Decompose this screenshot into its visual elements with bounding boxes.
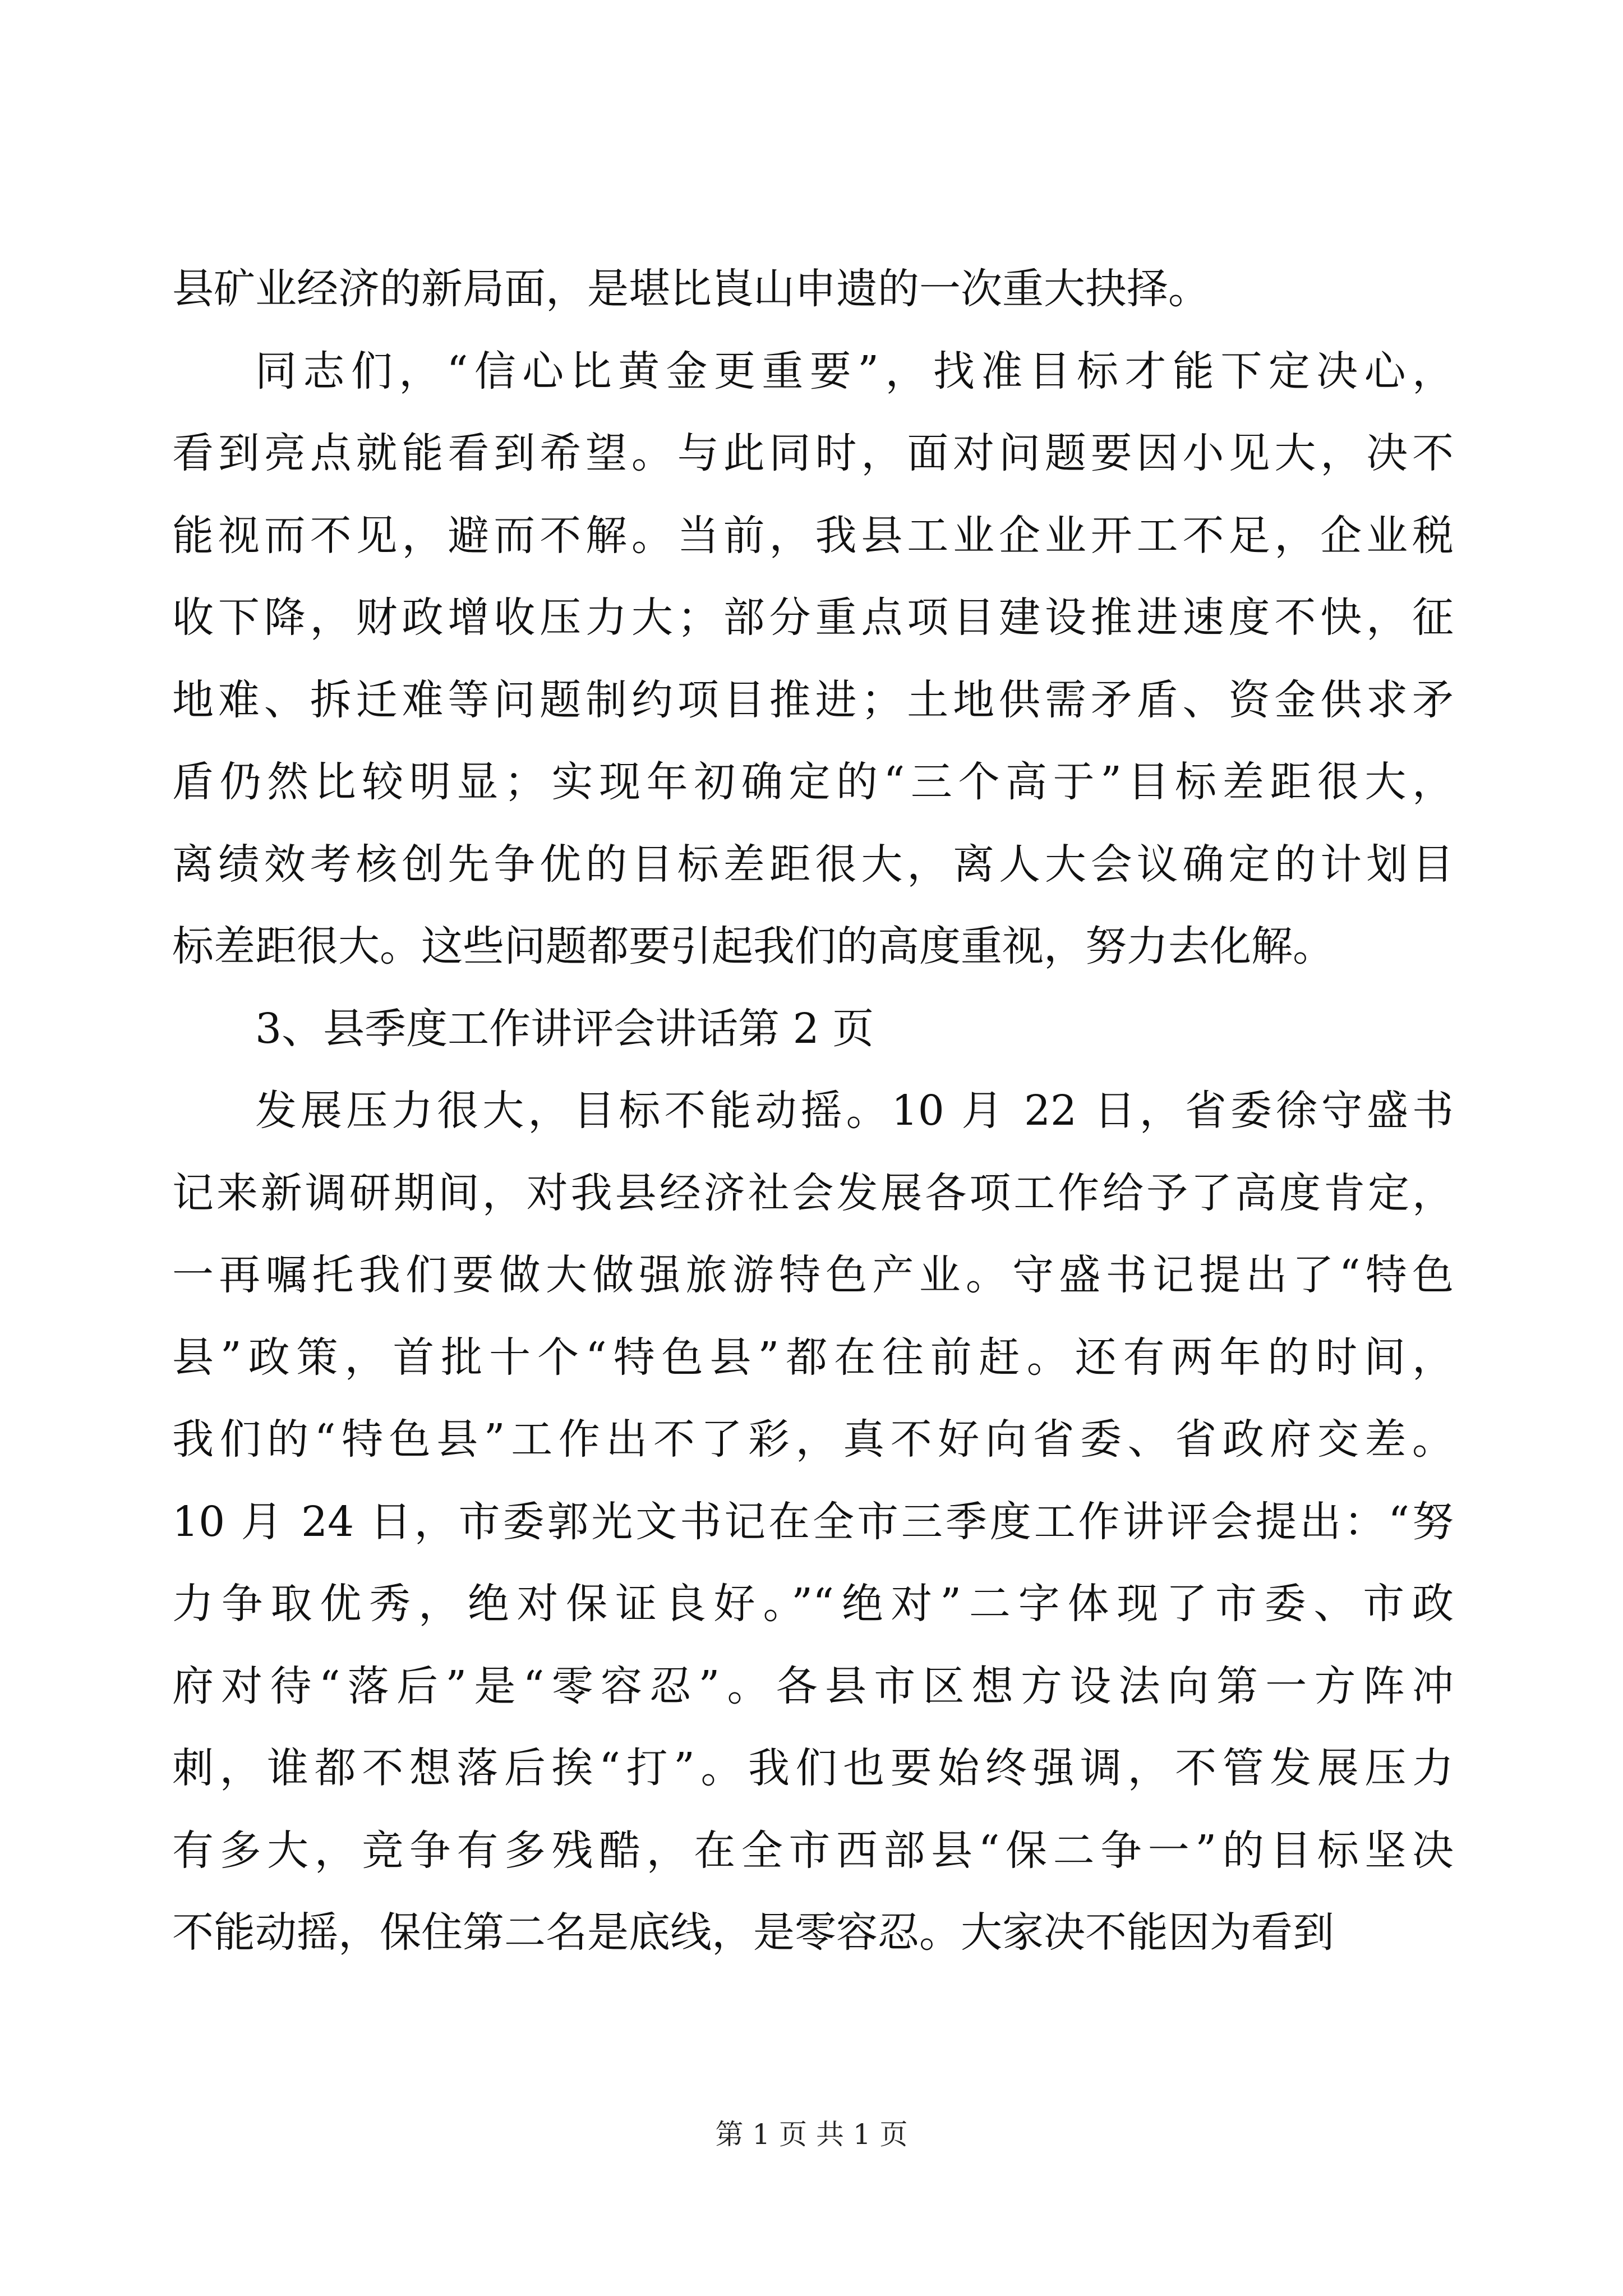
text-line: 县矿业经济的新局面，是堪比崀山申遗的一次重大抉择。 (172, 265, 1210, 313)
text-line: 同志们，“信心比黄金更重要”，找准目标才能下定决心， (255, 347, 1454, 395)
paragraph-p1 (172, 248, 1454, 330)
text-line: 地难、拆迁难等问题制约项目推进；土地供需矛盾、资金供求矛 (172, 675, 1454, 724)
text-line: 盾仍然比较明显；实现年初确定的“三个高于”目标差距很大， (172, 758, 1454, 806)
text-line: 发展压力很大，目标不能动摇。10 月 22 日，省委徐守盛书 (255, 1087, 1454, 1135)
text-line: 记来新调研期间，对我县经济社会发展各项工作给予了高度肯定， (172, 1168, 1454, 1217)
text-line: 看到亮点就能看到希望。与此同时，面对问题要因小见大，决不 (172, 429, 1454, 477)
text-line: 力争取优秀，绝对保证良好。”“绝对”二字体现了市委、市政 (172, 1580, 1454, 1628)
paragraph-p2 (172, 330, 1454, 988)
text-line: 10 月 24 日，市委郭光文书记在全市三季度工作讲评会提出：“努 (172, 1497, 1454, 1546)
text-line: 有多大，竞争有多残酷，在全市西部县“保二争一”的目标坚决 (172, 1826, 1454, 1875)
text-line: 县”政策，首批十个“特色县”都在往前赶。还有两年的时间， (172, 1333, 1454, 1382)
text-line: 不能动摇，保住第二名是底线，是零容忍。大家决不能因为看到 (172, 1908, 1334, 1957)
text-line: 刺，谁都不想落后挨“打”。我们也要始终强调，不管发展压力 (172, 1744, 1454, 1792)
paragraph-p4 (172, 1070, 1454, 1974)
text-line: 一再嘱托我们要做大做强旅游特色产业。守盛书记提出了“特色 (172, 1251, 1454, 1299)
text-line: 府对待“落后”是“零容忍”。各县市区想方设法向第一方阵冲 (172, 1662, 1454, 1710)
document-body (172, 248, 1454, 1974)
text-line: 标差距很大。这些问题都要引起我们的高度重视，努力去化解。 (172, 922, 1334, 970)
text-line: 收下降，财政增收压力大；部分重点项目建设推进速度不快，征 (172, 593, 1454, 642)
text-line: 能视而不见，避而不解。当前，我县工业企业开工不足，企业税 (172, 511, 1454, 560)
paragraph-p3 (172, 988, 1454, 1070)
text-line: 离绩效考核创先争优的目标差距很大，离人大会议确定的计划目 (172, 840, 1454, 889)
text-line: 我们的“特色县”工作出不了彩，真不好向省委、省政府交差。 (172, 1415, 1454, 1464)
text-line: 3、县季度工作讲评会讲话第 2 页 (255, 1004, 874, 1053)
page-footer: 第 1 页 共 1 页 (715, 2118, 908, 2151)
